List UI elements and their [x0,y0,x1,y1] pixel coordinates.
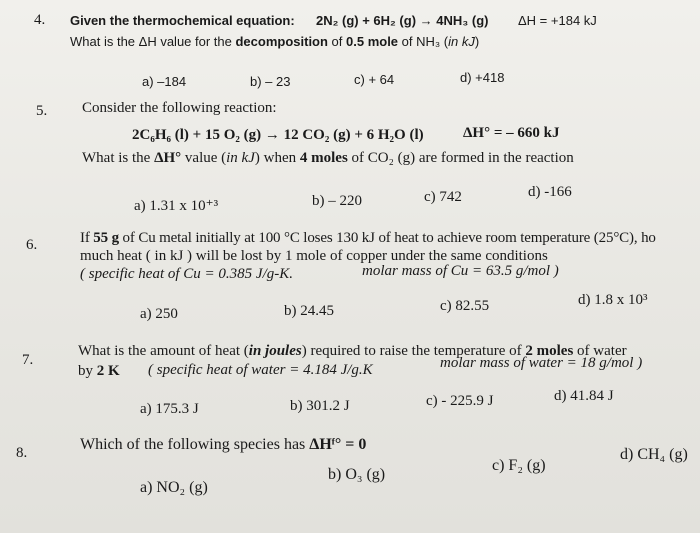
question-5-equation: 2C₆H₆ (l) + 15 O₂ (g) → 12 CO₂ (g) + 6 H₂O (l) [132,127,424,143]
question-5-number: 5. [36,103,48,119]
option-5b: b) – 220 [312,193,362,209]
question-7-line2d: molar mass of water = 18 g/mol ) [440,355,643,371]
question-6-number: 6. [26,237,38,253]
prompt-text: of Cu metal initially at 100 °C loses 130 kJ of heat to achieve room temperature (25°C), ho [118,230,656,246]
option-8a: a) NO₂ (g) [140,479,208,496]
option-6d: d) 1.8 x 10³ [578,292,648,308]
question-7-line2c: ( specific heat of water = 4.184 J/g.K [148,362,373,378]
prompt-text: of CO₂ (g) are formed in the reaction [347,150,574,166]
question-6-line2: much heat ( in kJ ) will be lost by 1 mole of copper under the same conditions [80,248,548,264]
question-4-number: 4. [34,12,46,28]
question-5-delta-h: ΔH° = – 660 kJ [463,125,560,141]
prompt-text: ) required to raise the temperature of [301,343,526,359]
prompt-emphasis: ΔH° [154,150,182,166]
question-5-line1: Consider the following reaction: [82,100,277,116]
question-7-line2 [78,363,120,380]
question-4-delta-h: ΔH = +184 kJ [518,13,597,28]
prompt-text: of NH₃ ( [398,34,449,49]
prompt-emphasis: in joules [248,343,302,359]
option-4d: d) +418 [460,70,505,85]
option-7d: d) 41.84 J [554,388,614,404]
prompt-unit: in kJ [226,150,255,166]
prompt-emphasis: 55 g [93,230,119,246]
option-8c: c) F₂ (g) [492,457,546,474]
prompt-emphasis: ΔHᶠ° = 0 [309,436,367,453]
option-8d: d) CH₄ (g) [620,446,688,463]
option-4c: c) + 64 [354,72,395,87]
prompt-text: value ( [181,150,227,166]
option-5a: a) 1.31 x 10⁺³ [134,198,219,214]
prompt-text: of [327,34,347,49]
prompt-emphasis: 0.5 mole [346,34,399,49]
option-4b: b) – 23 [250,74,291,89]
question-4-equation: 2N₂ (g) + 6H₂ (g) → 4NH₃ (g) [316,13,489,28]
question-7-number: 7. [22,352,34,368]
prompt-text: What is the amount of heat ( [78,343,249,359]
option-7c: c) - 225.9 J [426,393,494,409]
prompt-unit: in kJ [448,34,475,49]
prompt-text: ) [474,34,480,49]
option-8b: b) O₃ (g) [328,466,386,483]
option-7a: a) 175.3 J [140,401,199,417]
question-6-line3b: molar mass of Cu = 63.5 g/mol ) [362,263,559,279]
prompt-text: Which of the following species has [80,436,310,453]
question-6-line3a: ( specific heat of Cu = 0.385 J/g-K. [80,266,294,282]
question-4-stem: Given the thermochemical equation: [70,13,295,28]
prompt-text: If [80,230,94,246]
prompt-emphasis: 2 K [96,363,120,379]
question-8-number: 8. [16,445,28,461]
prompt-text: by [78,363,97,379]
question-5-prompt [82,150,574,167]
question-6-line1 [80,230,656,247]
prompt-emphasis: decomposition [235,34,328,49]
prompt-emphasis: 4 moles [299,150,348,166]
option-6c: c) 82.55 [440,298,490,314]
prompt-text: of water [573,343,627,359]
prompt-text: ) when [254,150,300,166]
option-5c: c) 742 [424,189,462,205]
question-8-line1 [80,436,366,454]
option-4a: a) –184 [142,74,187,89]
prompt-emphasis: 2 moles [525,343,574,359]
option-6b: b) 24.45 [284,303,334,319]
question-4-prompt [70,34,479,49]
prompt-text: What is the ΔH value for the [70,34,236,49]
option-5d: d) -166 [528,184,572,200]
option-6a: a) 250 [140,306,178,322]
prompt-text: What is the [82,150,155,166]
option-7b: b) 301.2 J [290,398,350,414]
